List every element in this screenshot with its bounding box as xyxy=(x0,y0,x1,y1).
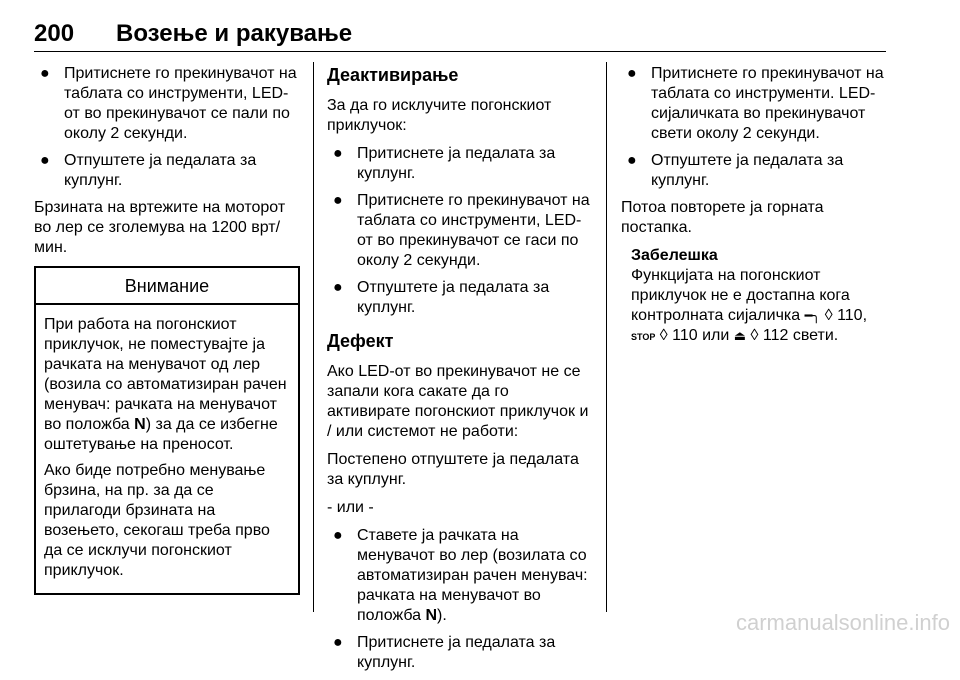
header-rule xyxy=(34,51,886,52)
list-item: ● Притиснете ја педалата за куплунг. xyxy=(333,634,556,671)
section-heading: Дефект xyxy=(327,331,394,351)
list-item: ● Отпуштете ја педалата за куплунг. xyxy=(333,279,550,316)
list-item: ● Притиснете ја педалата за куплунг. xyxy=(333,145,556,182)
paragraph: Брзината на вртежите на моторот во лер се зголемува на 1200 врт/мин. xyxy=(34,199,286,256)
page-ref-arrow-icon: ◊ xyxy=(750,327,759,344)
section-heading: Деактивирање xyxy=(327,65,459,85)
page-ref-arrow-icon: ◊ xyxy=(824,307,833,324)
warning-text: При работа на погонскиот приклучок, не поместувајте ја рачката на менувачот од лер (возила со автоматизиран рачен менувач: рачката на менувачот во положба N) за да се избегне оштетување на преносот. xyxy=(44,316,287,453)
column-1 xyxy=(34,64,300,595)
note-text: Функцијата на погонскиот приклучок не е достапна кога контролната сијаличка ━╮ ◊ 110, STOP ◊ 110 или ⏏ ◊ 112 свети. xyxy=(631,267,868,344)
note-title: Забелешка xyxy=(631,247,718,264)
column-2 xyxy=(327,64,593,680)
list-item: ● Притиснете го прекинувачот на таблата со инструменти. LED-сијаличката во прекинувачот свети околу 2 секунди. xyxy=(627,65,884,142)
list-item: ● Притиснете го прекинувачот на таблата со инструменти, LED-от во прекинувачот се гаси по околу 2 секунди. xyxy=(333,192,590,269)
note-box xyxy=(631,246,889,347)
list-item: ● Отпуштете ја педалата за куплунг. xyxy=(40,152,257,189)
warning-text: Ако биде потребно менување брзина, на пр. за да се прилагоди брзината на возењето, секогаш треба прво да се исклучи погонскиот приклучок. xyxy=(44,462,270,579)
paragraph: Постепено отпуштете ја педалата за куплунг. xyxy=(327,451,579,488)
page-header xyxy=(34,20,884,50)
page-number: 200 xyxy=(34,20,75,47)
column-3 xyxy=(621,64,889,347)
paragraph: Потоа повторете ја горната постапка. xyxy=(621,199,824,236)
watermark: carmanualsonline.info xyxy=(735,610,950,635)
column-divider xyxy=(606,62,607,612)
list-item: ● Отпуштете ја педалата за куплунг. xyxy=(627,152,844,189)
engine-lamp-icon: ⏏ xyxy=(733,328,747,343)
warning-title: Внимание xyxy=(36,268,298,305)
page-title: Возење и ракување xyxy=(116,20,353,47)
pto-lamp-icon: ━╮ xyxy=(804,308,821,323)
page-ref-arrow-icon: ◊ xyxy=(659,327,668,344)
paragraph: За да го исклучите погонскиот приклучок: xyxy=(327,97,552,134)
column-divider xyxy=(313,62,314,612)
list-item: ● Ставете ја рачката на менувачот во лер (возилата со автоматизиран рачен менувач: рачката на менувачот во положба N). xyxy=(333,527,588,624)
stop-icon: STOP xyxy=(631,332,656,342)
warning-box xyxy=(34,266,300,595)
paragraph: - или - xyxy=(327,499,374,516)
list-item: ● Притиснете го прекинувачот на таблата со инструменти, LED-от во прекинувачот се пали по околу 2 секунди. xyxy=(40,65,297,142)
paragraph: Ако LED-от во прекинувачот не се запали кога сакате да го активирате погонскиот приклучок и / или системот не работи: xyxy=(327,363,589,440)
